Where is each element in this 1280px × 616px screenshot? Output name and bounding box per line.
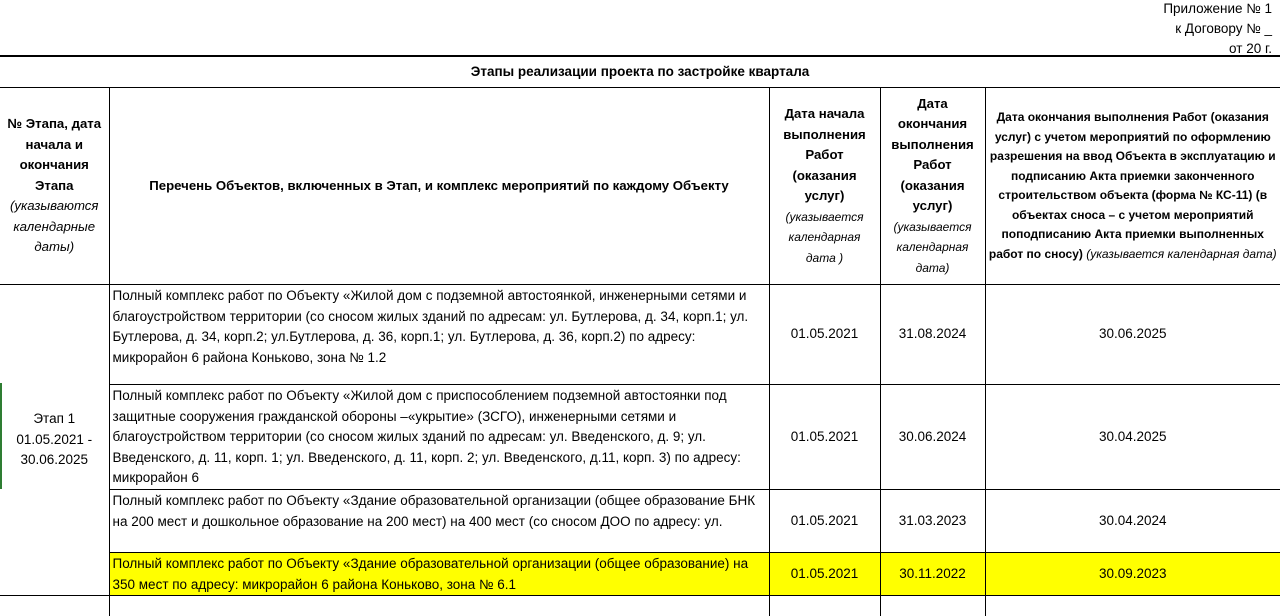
title-row — [0, 56, 1280, 88]
empty-row — [0, 596, 1280, 616]
header-stage-text: № Этапа, дата начала и окончания Этапа — [7, 116, 102, 193]
header-end-note: (указывается календарная дата) — [893, 219, 972, 275]
object-cell[interactable]: Полный комплекс работ по Объекту «Жилой дом с приспособлением подземной автостоянки под защитные сооружения гражданской обороны –«укрытие» (ЗСГО), инженерными сетями и благоустройством территории (со сносом жилых зданий по адресам: ул. Введенского, д. 9; ул. Введенского, д. 11, корп. 1; ул. Введенского, д. 11, корп. 2; ул. Введенского, д.11, корп. 3) по адресу: микрорайон 6 — [109, 385, 769, 490]
appendix-line-1: Приложение № 1 — [1163, 1, 1272, 16]
final-date-cell[interactable]: 30.04.2025 — [985, 385, 1280, 490]
stage-label: Этап 1 — [33, 411, 76, 427]
start-date-cell[interactable]: 01.05.2021 — [769, 285, 880, 385]
header-stage-note: (указываются календарные даты) — [10, 198, 99, 255]
start-date-cell[interactable]: 01.05.2021 — [769, 553, 880, 596]
table-title[interactable]: Этапы реализации проекта по застройке квартала — [0, 56, 1280, 88]
stages-table — [0, 55, 1280, 616]
stage-dates: 01.05.2021 - 30.06.2025 — [16, 431, 93, 468]
empty-cell[interactable] — [769, 596, 880, 616]
appendix-line-2: к Договору № _ — [1175, 21, 1272, 36]
end-date-cell[interactable]: 30.06.2024 — [880, 385, 985, 490]
end-date-cell[interactable]: 31.03.2023 — [880, 490, 985, 553]
header-end-text: Дата окончания выполнения Работ (оказания услуг) — [891, 95, 974, 214]
table-row — [0, 285, 1280, 385]
object-cell[interactable]: Полный комплекс работ по Объекту «Здание образовательной организации (общее образование) на 350 мест по адресу: микрорайон 6 района Коньково, зона № 6.1 — [109, 553, 769, 596]
empty-cell[interactable] — [985, 596, 1280, 616]
final-date-cell[interactable]: 30.06.2025 — [985, 285, 1280, 385]
selection-edge-marker — [0, 383, 2, 489]
table-row — [0, 490, 1280, 553]
table-row-highlighted — [0, 553, 1280, 596]
end-date-cell[interactable]: 30.11.2022 — [880, 553, 985, 596]
start-date-cell[interactable]: 01.05.2021 — [769, 385, 880, 490]
header-start-note: (указывается календарная дата ) — [785, 209, 864, 265]
stage-cell[interactable] — [0, 285, 109, 596]
empty-cell[interactable] — [880, 596, 985, 616]
header-start-text: Дата начала выполнения Работ (оказания услуг) — [783, 106, 866, 203]
appendix-line-3: от 20 г. — [1229, 41, 1272, 56]
header-start-cell[interactable] — [769, 88, 880, 285]
stages-table-wrap — [0, 55, 1280, 616]
empty-cell[interactable] — [0, 596, 109, 616]
header-final-note: (указывается календарная дата) — [1086, 246, 1277, 261]
table-row — [0, 385, 1280, 490]
final-date-cell[interactable]: 30.09.2023 — [985, 553, 1280, 596]
header-final-text: Дата окончания выполнения Работ (оказания услуг) с учетом мероприятий по оформлению разрешения на ввод Объекта в эксплуатацию и подписанию Акта приемки законченного строительством объекта (форма № КС-11) (в объектах сноса – с учетом мероприятий поподписанию Акта приемки выполненных работ по сносу) — [988, 110, 1276, 261]
final-date-cell[interactable]: 30.04.2024 — [985, 490, 1280, 553]
header-stage-cell[interactable] — [0, 88, 109, 285]
header-end-cell[interactable] — [880, 88, 985, 285]
object-cell[interactable]: Полный комплекс работ по Объекту «Жилой дом с подземной автостоянкой, инженерными сетями и благоустройством территории (со сносом жилых зданий по адресам: ул. Бутлерова, д. 34, корп.1; ул. Бутлерова, д. 34, корп.2; ул.Бутлерова, д. 36, корп.1; ул. Бутлерова, д. 36, корп.2) по адресу: микрорайон 6 района Коньково, зона № 1.2 — [109, 285, 769, 385]
object-cell[interactable]: Полный комплекс работ по Объекту «Здание образовательной организации (общее образование БНК на 200 мест и дошкольное образование на 200 мест) на 400 мест (со сносом ДОО по адресу: ул. — [109, 490, 769, 553]
header-objects-cell[interactable]: Перечень Объектов, включенных в Этап, и комплекс мероприятий по каждому Объекту — [109, 88, 769, 285]
header-row — [0, 88, 1280, 285]
appendix-block — [1163, 0, 1272, 59]
empty-cell[interactable] — [109, 596, 769, 616]
end-date-cell[interactable]: 31.08.2024 — [880, 285, 985, 385]
header-final-cell[interactable] — [985, 88, 1280, 285]
start-date-cell[interactable]: 01.05.2021 — [769, 490, 880, 553]
